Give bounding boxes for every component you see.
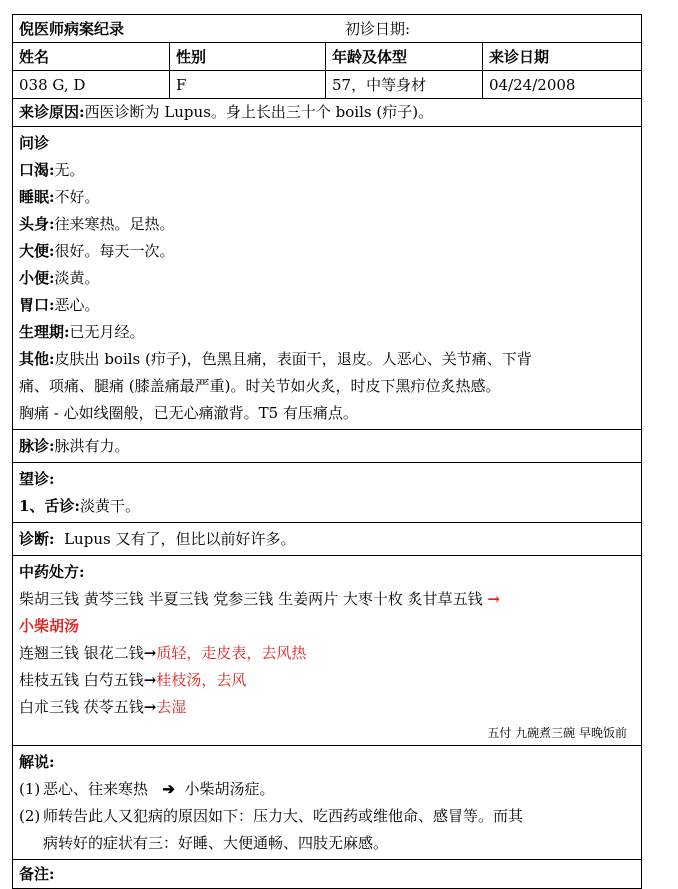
arrow-right-icon: → (143, 671, 157, 689)
arrow-right-icon: → (143, 644, 157, 662)
formula-name: 小柴胡汤 (19, 617, 80, 635)
inquiry-item (19, 265, 635, 292)
explanation-title: 解说: (19, 753, 55, 771)
header-row (13, 15, 641, 42)
herb-note: 桂枝汤，去风 (156, 671, 247, 689)
reason-label: 来诊原因: (19, 103, 85, 121)
explanation-item-1 (19, 776, 635, 803)
visit-date: 04/24/2008 (482, 71, 641, 98)
patient-values-row (13, 70, 641, 98)
case-record-table (12, 14, 642, 889)
inquiry-item-text: 已无月经。 (69, 323, 145, 341)
inquiry-item (19, 238, 635, 265)
inquiry-item-label: 生理期: (19, 323, 70, 341)
diagnosis-row (13, 522, 641, 555)
inquiry-other-line1: 皮肤出 boils (疖子)，色黑且痛，表面干，退皮。人恶心、关节痛、下背 (54, 350, 532, 368)
inquiry-item (19, 319, 635, 346)
diagnosis-text: Lupus 又有了，但比以前好许多。 (64, 530, 296, 548)
diagnosis-label: 诊断: (19, 530, 55, 548)
name-header: 姓名 (19, 48, 50, 66)
tongue-label: 1、舌诊: (19, 497, 80, 515)
prescription-title: 中药处方: (19, 563, 85, 581)
inquiry-item-text: 淡黄。 (54, 269, 100, 287)
patient-name: 038 G, D (19, 75, 86, 94)
inquiry-item-label: 大便: (19, 242, 55, 260)
arrow-right-icon: → (487, 590, 500, 608)
inquiry-item-label: 头身: (19, 215, 55, 233)
inquiry-title: 问诊 (19, 134, 50, 152)
patient-age-build: 57，中等身材 (325, 71, 482, 98)
herb-list: 柴胡三钱 黄芩三钱 半夏三钱 党参三钱 生姜两片 大枣十枚 炙甘草五钱 (19, 590, 483, 608)
item-number: (2) (19, 807, 41, 825)
age-build-header: 年龄及体型 (325, 43, 482, 70)
pulse-label: 脉诊: (19, 437, 55, 455)
inquiry-item-label: 口渴: (19, 161, 55, 179)
inquiry-item-text: 恶心。 (54, 296, 100, 314)
inquiry-other-line3: 胸痛 - 心如线圈般，已无心痛澈背。T5 有压痛点。 (19, 404, 358, 422)
inquiry-other (19, 346, 635, 373)
prescription-section (13, 555, 641, 745)
inquiry-item-label: 胃口: (19, 296, 55, 314)
explanation-text: 恶心、往来寒热 (43, 780, 149, 798)
inquiry-section (13, 126, 641, 429)
explanation-text: 小柴胡汤症。 (184, 780, 275, 798)
explanation-text: 师转告此人又犯病的原因如下：压力大、吃西药或维他命、感冒等。而其 (43, 807, 524, 825)
inquiry-item-label: 小便: (19, 269, 55, 287)
reason-text: 西医诊断为 Lupus。身上长出三十个 boils (疖子)。 (84, 103, 434, 121)
inquiry-other-line2: 痛、项痛、腿痛 (膝盖痛最严重)。时关节如火炙，时皮下黑疖位炙热感。 (19, 377, 501, 395)
inquiry-item-text: 很好。每天一次。 (54, 242, 175, 260)
prescription-line-2 (19, 640, 635, 667)
prescription-line-1 (19, 586, 635, 613)
first-visit-date-label: 初诊日期: (345, 20, 411, 38)
herb-list: 连翘三钱 银花二钱 (19, 644, 144, 662)
prescription-line-4 (19, 694, 635, 721)
tongue-text: 淡黄干。 (79, 497, 140, 515)
explanation-text-continued: 病转好的症状有三：好睡、大便通畅、四肢无麻感。 (43, 834, 389, 852)
inquiry-item-text: 无。 (54, 161, 85, 179)
herb-note: 质轻，走皮表，去风热 (156, 644, 307, 662)
patient-sex: F (169, 71, 325, 98)
visit-date-header: 来诊日期 (482, 43, 641, 70)
reason-row (13, 98, 641, 126)
arrow-right-icon: ➔ (162, 780, 175, 798)
arrow-right-icon: → (143, 698, 157, 716)
record-title: 倪医师病案纪录 (19, 20, 125, 38)
inquiry-item-label: 睡眠: (19, 188, 55, 206)
pulse-text: 脉洪有力。 (54, 437, 130, 455)
herb-list: 白朮三钱 茯苓五钱 (19, 698, 144, 716)
remarks-label: 备注: (19, 865, 55, 883)
item-number: (1) (19, 780, 41, 798)
herb-list: 桂枝五钱 白芍五钱 (19, 671, 144, 689)
sex-header: 性别 (169, 43, 325, 70)
prescription-line-3 (19, 667, 635, 694)
observation-title: 望诊: (19, 470, 55, 488)
inquiry-item-text: 不好。 (54, 188, 100, 206)
inquiry-item (19, 157, 635, 184)
dosage-note: 五付 九碗煮三碗 早晚饭前 (487, 726, 627, 740)
inquiry-item (19, 292, 635, 319)
inquiry-other-label: 其他: (19, 350, 55, 368)
pulse-row (13, 429, 641, 462)
inquiry-item (19, 211, 635, 238)
inquiry-item (19, 184, 635, 211)
patient-header-row (13, 42, 641, 70)
inquiry-item-text: 往来寒热。足热。 (54, 215, 175, 233)
explanation-section (13, 745, 641, 859)
explanation-item-2 (19, 803, 635, 830)
herb-note: 去湿 (156, 698, 187, 716)
observation-section (13, 462, 641, 522)
